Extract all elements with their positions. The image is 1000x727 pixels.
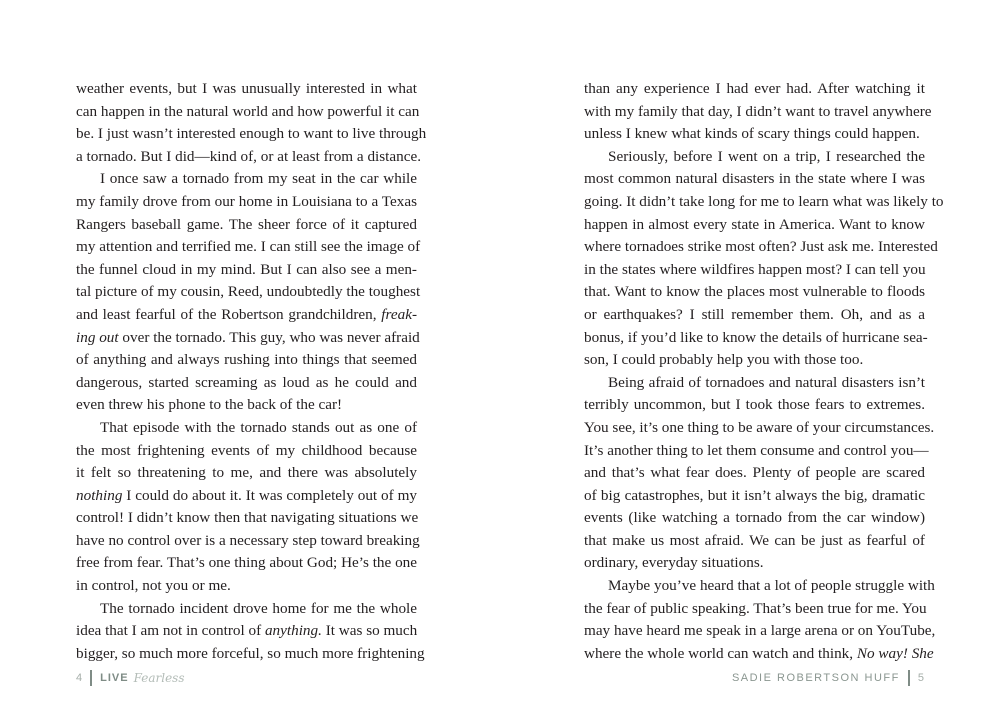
text-line: may have heard me speak in a large arena or on YouTube, [584,622,936,640]
text-segment: idea that I am not in control of [76,622,265,640]
text-line [76,485,417,508]
text-line: even threw his phone to the back of the car! [76,396,343,414]
text-line: that make us most afraid. We can be just as fearful of [584,531,925,549]
text-line: my attention and terrified me. I can still see the image of [76,238,421,256]
text-line: in the states where wildfires happen most? I can tell you [584,260,926,278]
text-segment: and least fearful of the Robertson grandchildren, [76,305,382,323]
text-line: free from fear. That’s one thing about God; He’s the one [76,554,417,572]
text-line: bigger, so much more forceful, so much more frightening [76,644,425,662]
text-line: unless I knew what kinds of scary things could happen. [584,125,920,143]
text-line: weather events, but I was unusually interested in what [76,80,417,97]
text-line: and that’s what fear does. Plenty of people are scared [584,464,925,482]
italic-emphasis: freak- [381,305,417,323]
text-line: Rangers baseball game. The sheer force of it captured [76,215,417,233]
text-line: have no control over is a necessary step toward breaking [76,531,420,549]
text-segment: It was so much [321,622,418,640]
text-line: of big catastrophes, but it isn’t always the big, dramatic [584,486,925,504]
text-line: the fear of public speaking. That’s been true for me. You [584,599,927,617]
text-line: in control, not you or me. [76,577,231,595]
text-line [76,620,417,643]
text-line: You see, it’s one thing to be aware of your circumstances. [584,418,935,436]
text-line: the funnel cloud in my mind. But I can also see a men- [76,260,417,278]
text-segment: where the whole world can watch and think, [584,644,857,662]
left-page-body-text [76,78,427,665]
italic-emphasis: ing out [76,328,119,346]
footer-divider [90,670,92,686]
text-line: dangerous, started screaming as loud as he could and [76,373,417,391]
text-line: most common natural disasters in the state where I was [584,170,925,188]
text-line [76,327,420,350]
text-line: where tornadoes strike most often? Just ask me. Interested [584,238,938,256]
text-line: Seriously, before I went on a trip, I researched the [608,147,925,165]
text-line: it felt so threatening to me, and there was absolutely [76,464,417,482]
italic-emphasis: anything. [264,622,322,640]
text-line: my family drove from our home in Louisiana to a Texas [76,192,417,210]
text-line: It’s another thing to let them consume and control you— [584,441,929,459]
text-line: of anything and always rushing into things that seemed [76,351,417,369]
text-line: That episode with the tornado stands out as one of [100,418,417,436]
book-title-script: Fearless [133,671,185,685]
right-page-body-text [584,78,944,665]
text-line: going. It didn’t take long for me to learn what was likely to [584,192,944,210]
text-segment: I could do about it. It was completely out of my [122,486,417,504]
text-line: son, I could probably help you with those too. [584,351,864,369]
author-name: SADIE ROBERTSON HUFF [731,672,900,684]
book-title-caps: LIVE [100,672,129,684]
text-line: a tornado. But I did—kind of, or at least from a distance. [76,147,422,165]
italic-emphasis: No way! She [856,644,934,662]
text-line: with my family that day, I didn’t want to travel anywhere [584,102,932,120]
right-page [500,0,1000,727]
text-line: bonus, if you’d like to know the details of hurricane sea- [584,328,928,346]
text-line: the most frightening events of my childhood because [76,441,417,459]
page-number: 5 [917,672,924,684]
text-line [584,643,934,666]
text-line: that. Want to know the places most vulnerable to floods [584,283,925,301]
text-line: I once saw a tornado from my seat in the car while [100,170,417,188]
text-line: control! I didn’t know then that navigating situations we [76,509,419,527]
text-line: can happen in the natural world and how powerful it can [76,102,420,120]
text-line: terribly uncommon, but I took those fears to extremes. [584,396,925,414]
text-line: happen in almost every state in America. Want to know [584,215,925,233]
left-page-footer [76,670,185,686]
text-line: events (like watching a tornado from the car window) [584,509,925,527]
text-line: Being afraid of tornadoes and natural disasters isn’t [608,373,925,391]
footer-divider [908,670,910,686]
page-number: 4 [76,672,83,684]
text-line: be. I just wasn’t interested enough to want to live through [76,125,427,143]
italic-emphasis: nothing [76,486,123,504]
text-segment: over the tornado. This guy, who was never afraid [118,328,420,346]
text-line: or earthquakes? I still remember them. Oh, and as a [584,305,925,323]
text-line: than any experience I had ever had. After watching it [584,80,925,97]
right-page-footer [732,670,924,686]
text-line [76,304,417,327]
text-line: Maybe you’ve heard that a lot of people struggle with [608,577,935,595]
text-line: tal picture of my cousin, Reed, undoubtedly the toughest [76,283,421,301]
text-line: The tornado incident drove home for me the whole [100,599,417,617]
text-line: ordinary, everyday situations. [584,554,764,572]
